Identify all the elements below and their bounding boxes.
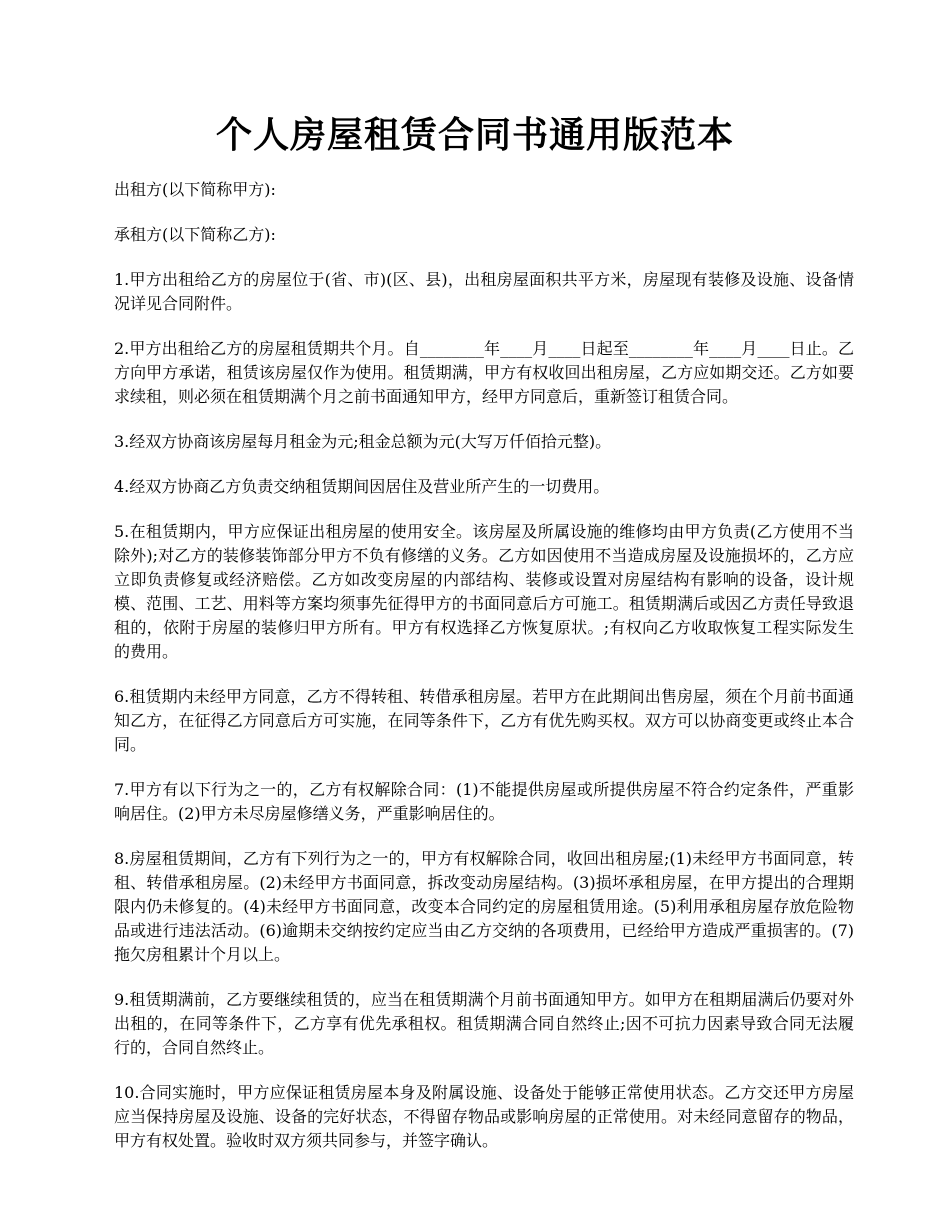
clause-5: 5.在租赁期内，甲方应保证出租房屋的使用安全。该房屋及所属设施的维修均由甲方负责(乙方使用不当除外);对乙方的装修装饰部分甲方不负有修缮的义务。乙方如因使用不当造成房屋及设施损坏的，乙方应立即负责修复或经济赔偿。乙方如改变房屋的内部结构、装修或设置对房屋结构有影响的设备，设计规模、范围、工艺、用料等方案均须事先征得甲方的书面同意后方可施工。租赁期满后或因乙方责任导致退租的，依附于房屋的装修归甲方所有。甲方有权选择乙方恢复原状。;有权向乙方收取恢复工程实际发生的费用。 bbox=[114, 522, 854, 661]
lessee-line: 承租方(以下简称乙方): bbox=[114, 225, 276, 244]
clause-4: 4.经双方协商乙方负责交纳租赁期间因居住及营业所产生的一切费用。 bbox=[114, 477, 610, 496]
clause-8: 8.房屋租赁期间，乙方有下列行为之一的，甲方有权解除合同，收回出租房屋;(1)未经甲方书面同意，转租、转借承租房屋。(2)未经甲方书面同意，拆改变动房屋结构。(3)损坏承租房屋，在甲方提出的合理期限内仍未修复的。(4)未经甲方书面同意，改变本合同约定的房屋租赁用途。(5)利用承租房屋存放危险物品或进行违法活动。(6)逾期未交纳按约定应当由乙方交纳的各项费用，已经给甲方造成严重损害的。(7)拖欠房租累计个月以上。 bbox=[114, 849, 854, 964]
clause-6: 6.租赁期内未经甲方同意，乙方不得转租、转借承租房屋。若甲方在此期间出售房屋，须在个月前书面通知乙方，在征得乙方同意后方可实施，在同等条件下，乙方有优先购买权。双方可以协商变更或终止本合同。 bbox=[114, 687, 854, 754]
clause-9: 9.租赁期满前，乙方要继续租赁的，应当在租赁期满个月前书面通知甲方。如甲方在租期届满后仍要对外出租的，在同等条件下，乙方享有优先承租权。租赁期满合同自然终止;因不可抗力因素导致合同无法履行的，合同自然终止。 bbox=[114, 990, 854, 1057]
lessor-line: 出租方(以下简称甲方): bbox=[114, 180, 276, 199]
document-body bbox=[114, 178, 854, 1174]
clause-2: 2.甲方出租给乙方的房屋租赁期共个月。自________年____月____日起至________年____月____日止。乙方向甲方承诺，租赁该房屋仅作为使用。租赁期满，甲方有权收回出租房屋，乙方应如期交还。乙方如要求续租，则必须在租赁期满个月之前书面通知甲方，经甲方同意后，重新签订租赁合同。 bbox=[114, 339, 854, 406]
clause-3: 3.经双方协商该房屋每月租金为元;租金总额为元(大写万仟佰拾元整)。 bbox=[114, 432, 612, 451]
clause-10: 10.合同实施时，甲方应保证租赁房屋本身及附属设施、设备处于能够正常使用状态。乙方交还甲方房屋应当保持房屋及设施、设备的完好状态，不得留存物品或影响房屋的正常使用。对未经同意留存的物品，甲方有权处置。验收时双方须共同参与，并签字确认。 bbox=[114, 1083, 854, 1150]
clause-1: 1.甲方出租给乙方的房屋位于(省、市)(区、县)，出租房屋面积共平方米，房屋现有装修及设施、设备情况详见合同附件。 bbox=[114, 270, 854, 313]
clause-7: 7.甲方有以下行为之一的，乙方有权解除合同：(1)不能提供房屋或所提供房屋不符合约定条件，严重影响居住。(2)甲方未尽房屋修缮义务，严重影响居住的。 bbox=[114, 780, 854, 823]
document-title: 个人房屋租赁合同书通用版范本 bbox=[215, 114, 734, 156]
